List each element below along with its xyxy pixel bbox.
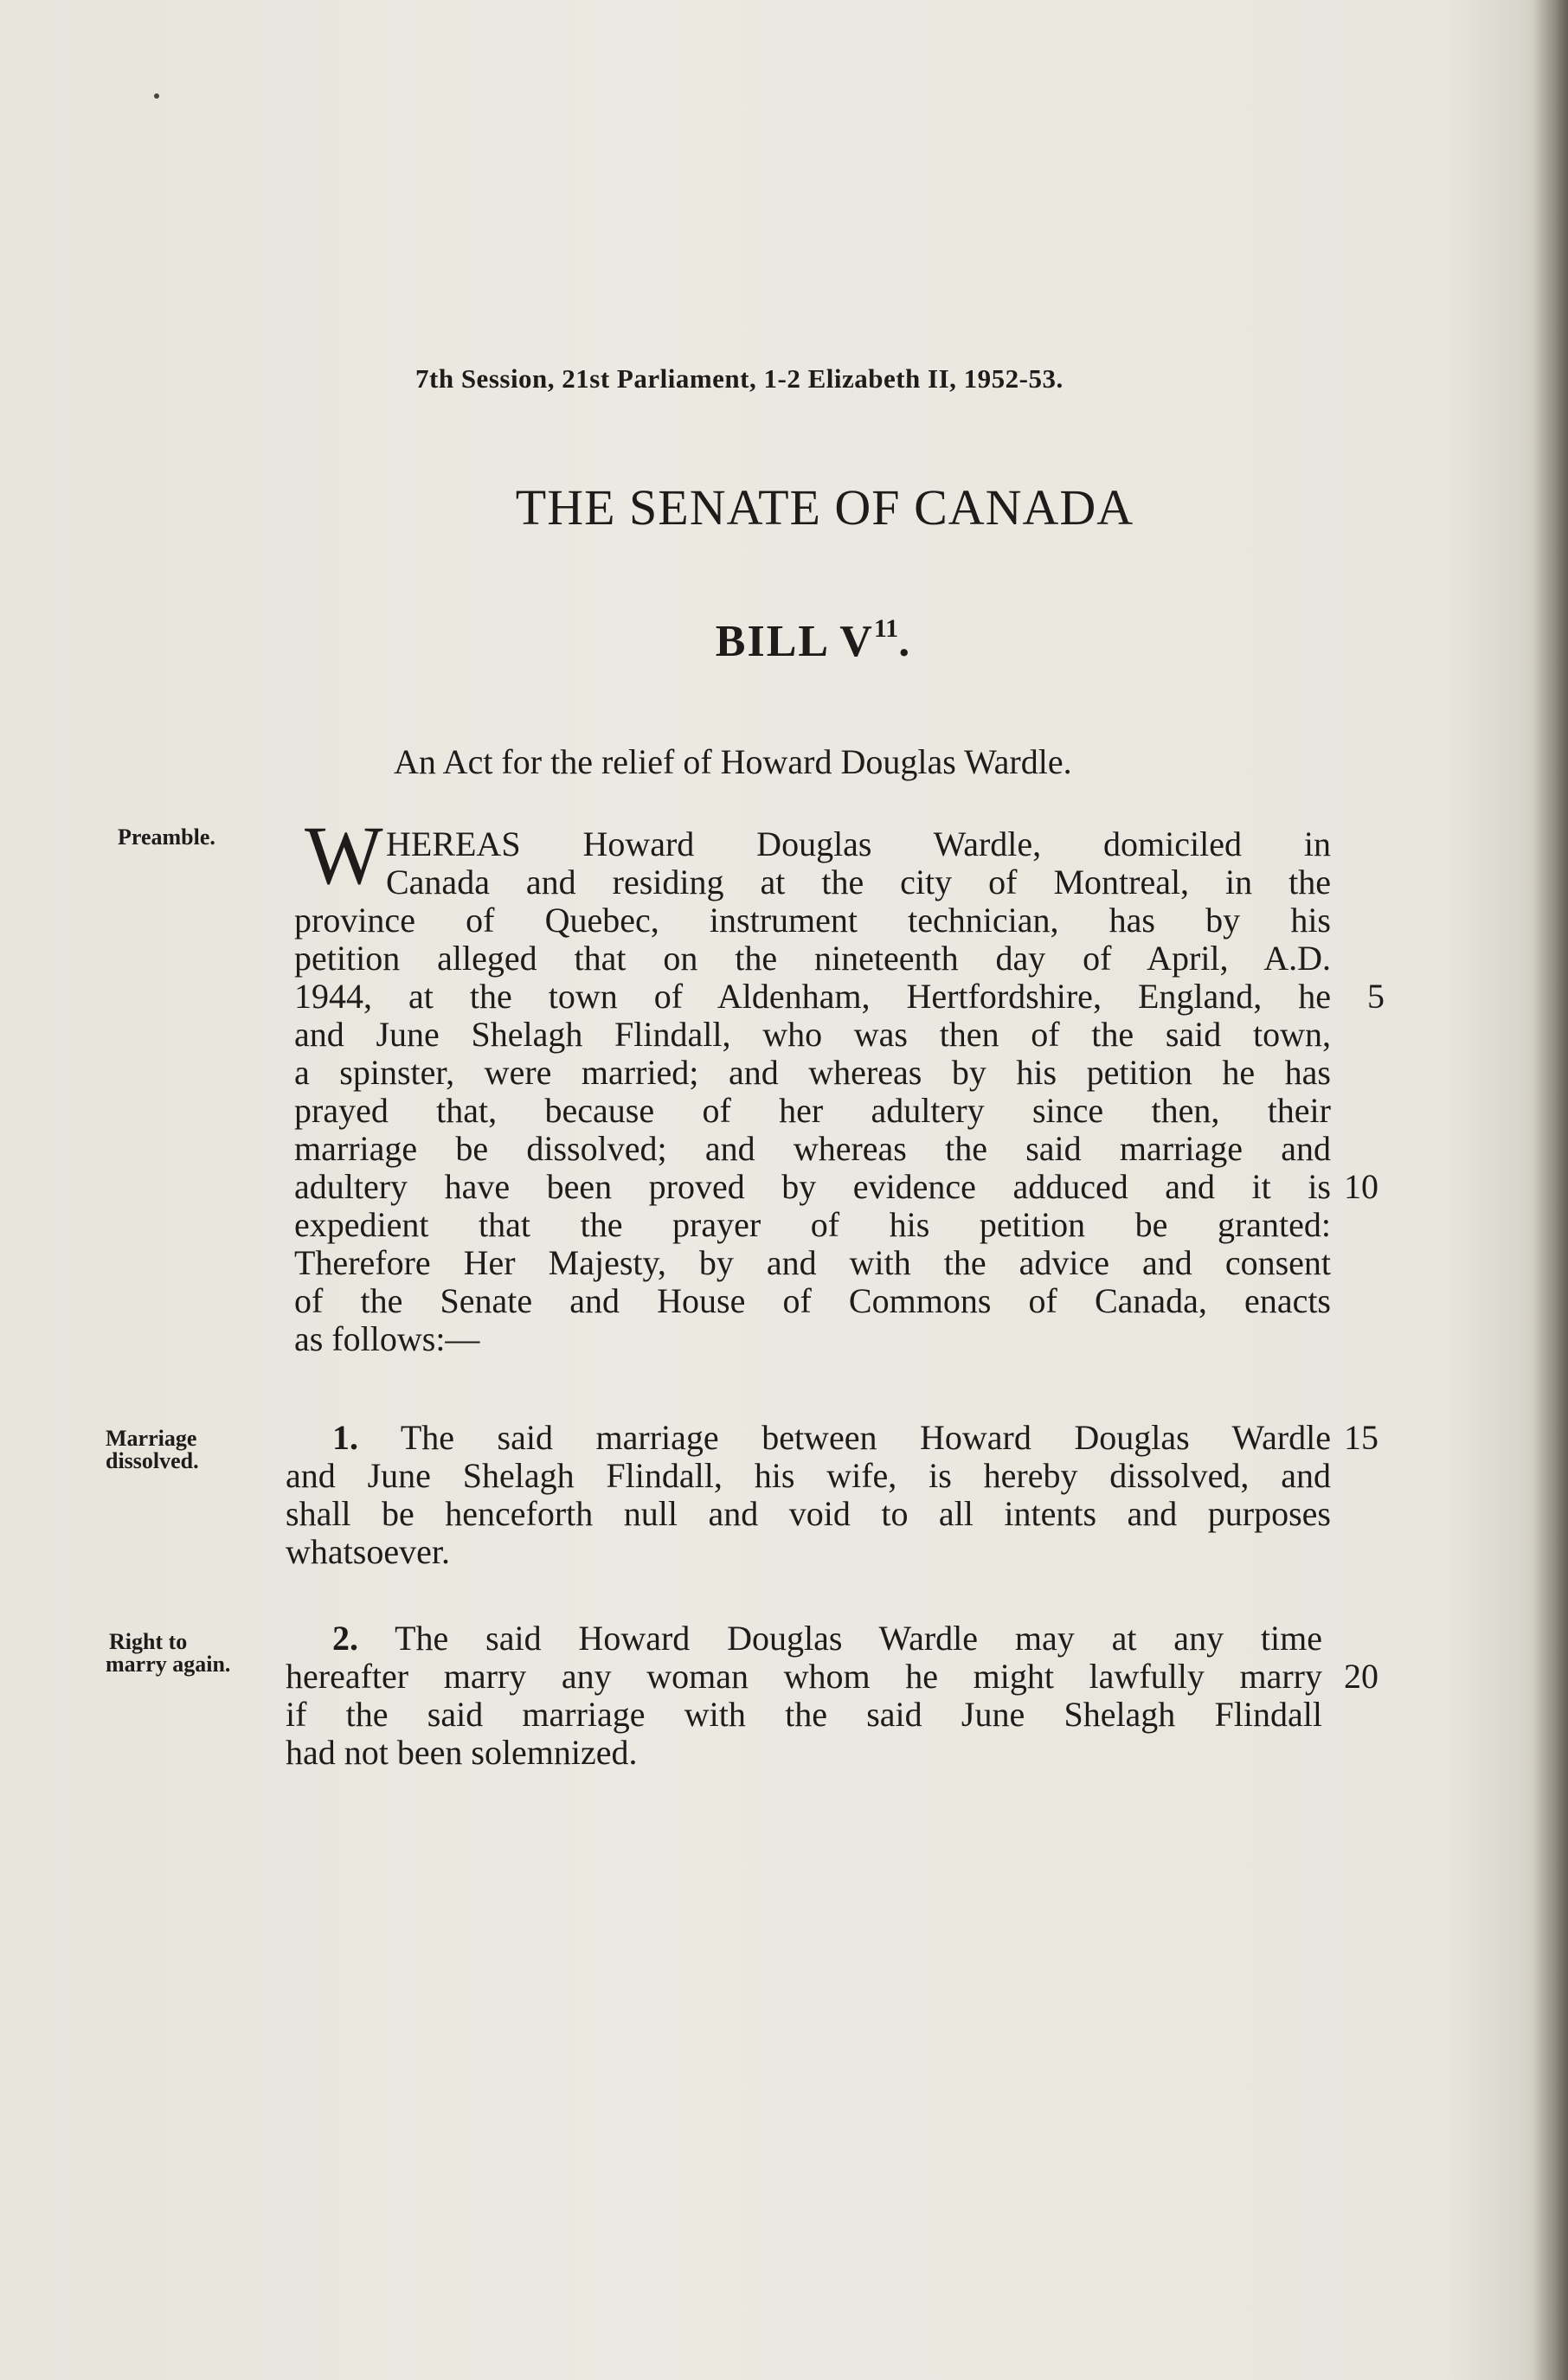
preamble-line: HEREAS Howard Douglas Wardle, domiciled in <box>386 824 1331 863</box>
page-edge-shadow <box>1533 0 1568 2380</box>
section-2-line <box>332 1620 1322 1658</box>
preamble-line: Canada and residing at the city of Montreal, in the <box>386 863 1331 901</box>
section-1-number: 1. <box>332 1418 358 1457</box>
bill-period: . <box>898 617 912 666</box>
section-1-line: whatsoever. <box>286 1532 450 1571</box>
section-2-text: The said Howard Douglas Wardle may at any time <box>395 1619 1323 1658</box>
session-line: 7th Session, 21st Parliament, 1-2 Elizabeth II, 1952-53. <box>415 363 1064 394</box>
preamble-line: adultery have been proved by evidence adduced and it is <box>294 1167 1331 1206</box>
margin-note-line: Marriage <box>106 1426 197 1451</box>
margin-note-line: Right to <box>109 1629 188 1654</box>
preamble-line: of the Senate and House of Commons of Canada, enacts <box>294 1281 1331 1320</box>
margin-note-marriage-dissolved <box>106 1427 199 1472</box>
line-number: 15 <box>1344 1418 1378 1457</box>
section-1-line: and June Shelagh Flindall, his wife, is hereby dissolved, and <box>286 1456 1331 1495</box>
line-number: 20 <box>1344 1657 1378 1696</box>
preamble-line: and June Shelagh Flindall, who was then of the said town, <box>294 1015 1331 1054</box>
bill-superscript: 11 <box>873 614 899 643</box>
section-1-line <box>332 1419 1331 1457</box>
margin-note-preamble: Preamble. <box>118 824 215 850</box>
bill-label: BILL V <box>715 617 874 666</box>
section-1-text: The said marriage between Howard Douglas Wardle <box>400 1418 1332 1457</box>
preamble-line: petition alleged that on the nineteenth day of April, A.D. <box>294 939 1331 978</box>
preamble-line: expedient that the prayer of his petition be granted: <box>294 1205 1331 1244</box>
margin-note-line: dissolved. <box>106 1448 199 1473</box>
section-1-line: shall be henceforth null and void to all intents and purposes <box>286 1494 1331 1533</box>
section-2-line: hereafter marry any woman whom he might lawfully marry <box>286 1657 1322 1696</box>
line-number: 10 <box>1344 1167 1378 1206</box>
margin-note-right-to-marry <box>106 1631 230 1676</box>
bill-title <box>0 614 1568 667</box>
preamble-line: province of Quebec, instrument technician, has by his <box>294 901 1331 940</box>
senate-heading: THE SENATE OF CANADA <box>515 479 1134 536</box>
preamble-line: 1944, at the town of Aldenham, Hertfordshire, England, he <box>294 977 1331 1016</box>
preamble-line: prayed that, because of her adultery since then, their <box>294 1091 1331 1130</box>
drop-cap: W <box>305 809 383 901</box>
preamble-line: Therefore Her Majesty, by and with the advice and consent <box>294 1243 1331 1282</box>
preamble-line: as follows:— <box>294 1319 480 1358</box>
preamble-line: marriage be dissolved; and whereas the said marriage and <box>294 1129 1331 1168</box>
section-2-number: 2. <box>332 1619 358 1658</box>
section-2-line: had not been solemnized. <box>286 1733 638 1772</box>
ink-speck <box>154 93 159 99</box>
margin-note-line: marry again. <box>106 1652 231 1677</box>
preamble-line: a spinster, were married; and whereas by his petition he has <box>294 1053 1331 1092</box>
act-title: An Act for the relief of Howard Douglas Wardle. <box>394 742 1072 781</box>
line-number: 5 <box>1367 977 1385 1016</box>
section-2-line: if the said marriage with the said June Shelagh Flindall <box>286 1695 1322 1734</box>
